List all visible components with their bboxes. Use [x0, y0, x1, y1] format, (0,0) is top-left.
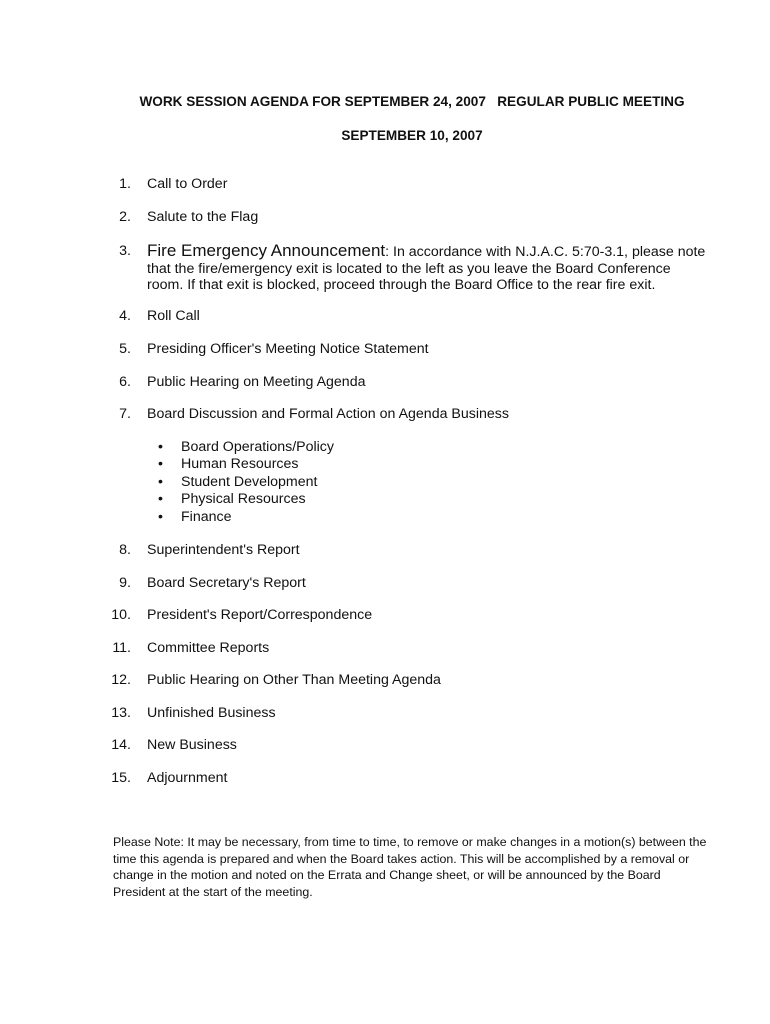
bullet-icon: •: [158, 491, 163, 508]
item-number: 1.: [119, 176, 131, 192]
bullet-icon: •: [158, 439, 163, 455]
subitem-text: Board Operations/Policy: [181, 439, 334, 455]
subitem-text: Finance: [181, 508, 232, 525]
item-text: Salute to the Flag: [147, 209, 259, 225]
bullet-icon: •: [158, 456, 163, 473]
item-number: 2.: [119, 209, 131, 225]
item-number: 10.: [111, 607, 131, 623]
fire-emergency-heading: Fire Emergency Announcement: [147, 241, 386, 260]
fire-emergency-text: : In accordance with N.J.A.C. 5:70-3.1, please note that the fire/emergency exit is located to the left as you leave the Board Conference room. If that exit is blocked, proceed through the Board Office to the rear fire exit.: [147, 244, 706, 293]
item-number: 3.: [119, 243, 131, 259]
item-text: Roll Call: [147, 308, 200, 324]
item-text: Unfinished Business: [147, 705, 276, 721]
subitem-text: Student Development: [181, 473, 318, 490]
item-text: Public Hearing on Other Than Meeting Agenda: [147, 672, 441, 688]
item-text: President's Report/Correspondence: [147, 607, 373, 623]
item-text: Presiding Officer's Meeting Notice Statement: [147, 341, 429, 357]
item-number: 11.: [112, 640, 131, 656]
item-number: 15.: [111, 770, 131, 786]
item-number: 7.: [119, 406, 131, 422]
agenda-title: WORK SESSION AGENDA FOR SEPTEMBER 24, 2007 REGULAR PUBLIC MEETING: [139, 94, 685, 109]
item-number: 8.: [119, 542, 131, 558]
item-number: 9.: [119, 575, 131, 591]
item-number: 4.: [119, 308, 131, 324]
please-note-paragraph: Please Note: It may be necessary, from time to time, to remove or make changes in a motion(s) between the time this agenda is prepared and when the Board takes action. This will be accomplished by a removal or change in the motion and noted on the Errata and Change sheet, or will be announced by the Board President at the start of the meeting.: [113, 835, 707, 899]
item-text: Public Hearing on Meeting Agenda: [147, 374, 366, 390]
item-text: [147, 243, 707, 294]
subitem-text: Physical Resources: [181, 491, 306, 508]
meeting-date: SEPTEMBER 10, 2007: [341, 128, 483, 143]
item-text: Call to Order: [147, 176, 228, 192]
subitem-text: Human Resources: [181, 456, 299, 473]
item-number: 12.: [111, 672, 131, 688]
item-number: 14.: [111, 737, 131, 753]
item-number: 5.: [119, 341, 131, 357]
item-number: 6.: [119, 374, 131, 390]
item-text: New Business: [147, 737, 237, 753]
bullet-icon: •: [158, 508, 163, 525]
item-text: Committee Reports: [147, 640, 270, 656]
bullet-icon: •: [158, 473, 163, 490]
item-text: Superintendent's Report: [147, 542, 300, 558]
item-number: 13.: [111, 705, 131, 721]
item-text: Board Discussion and Formal Action on Agenda Business: [147, 406, 509, 422]
item-text: Board Secretary's Report: [147, 575, 306, 591]
item-text: Adjournment: [147, 770, 228, 786]
